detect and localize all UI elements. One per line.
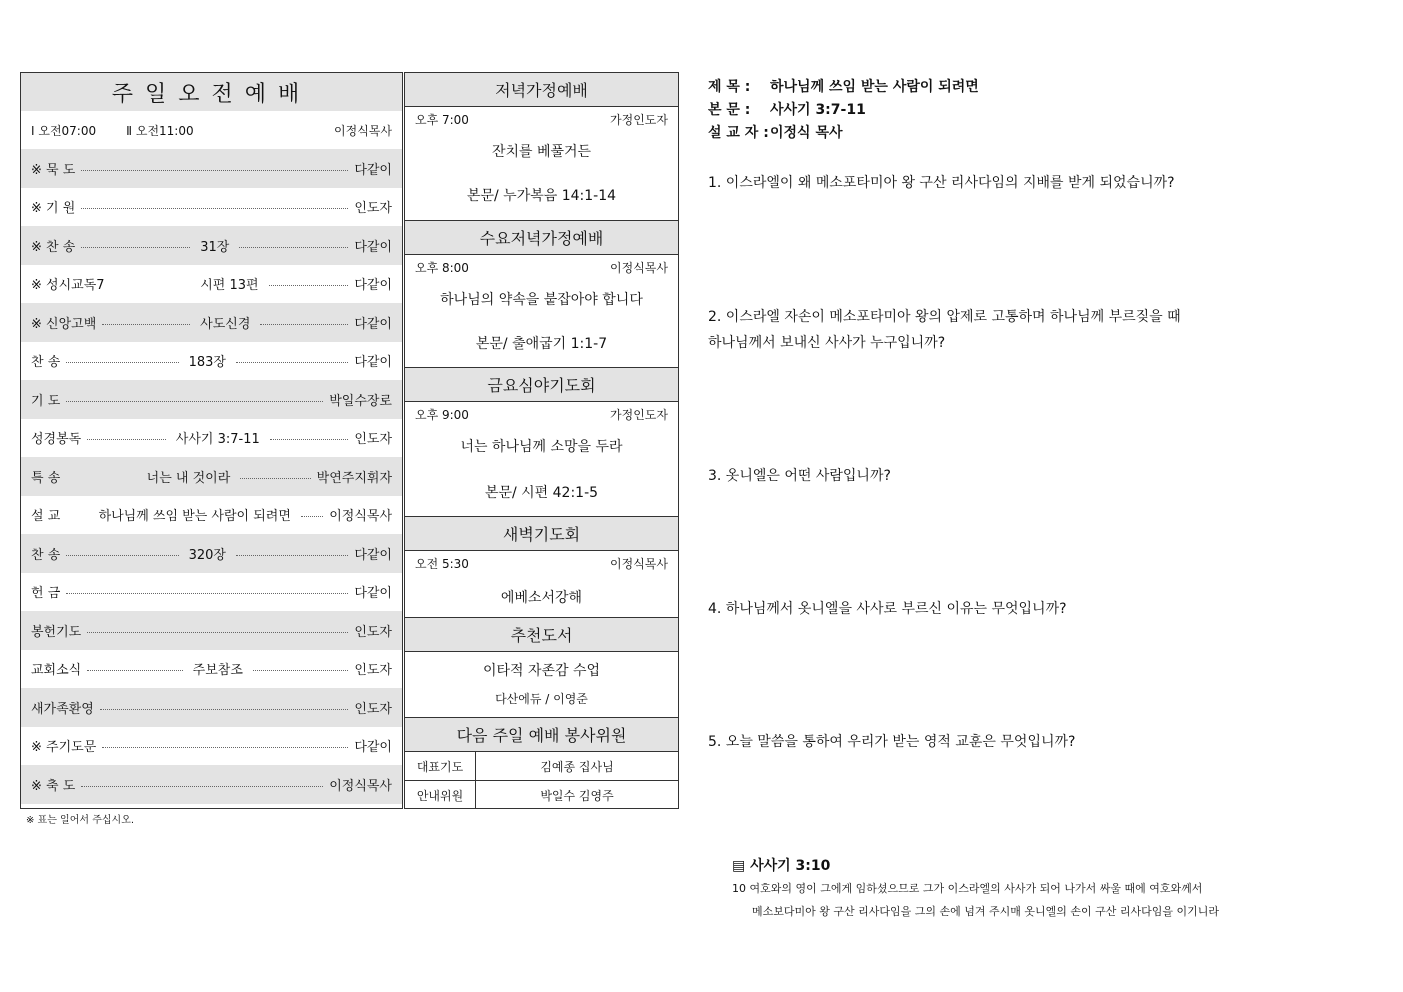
section-title: 저녁가정예배 [405, 73, 678, 107]
sermon-text-key: 본 문 : [708, 102, 751, 118]
order-performer: 이정식목사 [329, 509, 393, 525]
order-label: 찬 송 [31, 355, 61, 371]
book-author: 다산에듀 / 이영준 [495, 692, 588, 706]
leader-dots [81, 247, 190, 248]
service-order-item [21, 226, 402, 265]
order-performer: 다같이 [354, 740, 392, 756]
order-detail: 너는 내 것이라 [146, 470, 231, 486]
sermon-title-key: 제 목 : [708, 79, 751, 95]
order-label: 설 교 [31, 509, 61, 525]
leader-dots [66, 362, 178, 363]
leader-dots [100, 709, 349, 710]
order-label: ※ 주기도문 [31, 740, 97, 756]
service-order-item [21, 188, 402, 227]
section-leader: 이정식목사 [610, 557, 668, 571]
order-label: ※ 신앙고백 [31, 316, 97, 332]
question-5: 5. 오늘 말씀을 통하여 우리가 받는 영적 교훈은 무엇입니까? [708, 734, 1076, 750]
service-order-item [21, 650, 402, 689]
section-theme: 잔치를 베풀거든 [491, 144, 592, 160]
next-week-staff [405, 717, 678, 809]
order-detail: 320장 [188, 547, 226, 563]
wednesday-worship [405, 220, 678, 367]
friday-prayer-meeting [405, 367, 678, 516]
leader-dots [240, 478, 310, 479]
weekly-services-panel [404, 72, 679, 809]
service-order-item [21, 611, 402, 650]
service-order-item [21, 688, 402, 727]
section-time: 오후 8:00 [415, 261, 469, 275]
leader-dots [66, 555, 178, 556]
leader-dots [102, 324, 190, 325]
section-theme: 너는 하나님께 소망을 두라 [460, 439, 623, 455]
order-detail: 주보참조 [192, 663, 243, 679]
order-detail: 사사기 3:7-11 [175, 432, 260, 448]
leader-dots [260, 324, 348, 325]
second-service-time: Ⅱ 오전11:00 [126, 123, 194, 138]
order-performer: 다같이 [354, 316, 392, 332]
section-time: 오후 7:00 [415, 113, 469, 127]
leader-dots [102, 747, 348, 748]
staff-names: 박일수 김영주 [540, 788, 614, 803]
section-text: 본문/ 시편 42:1-5 [484, 485, 599, 501]
staff-names: 김예종 집사님 [540, 759, 614, 774]
service-order-item [21, 303, 402, 342]
first-service-time: Ⅰ 오전07:00 [31, 123, 97, 138]
order-performer: 박일수장로 [329, 393, 392, 409]
order-performer: 다같이 [354, 355, 392, 371]
order-performer: 인도자 [354, 432, 393, 448]
order-label: ※ 기 원 [31, 201, 76, 217]
order-detail: 사도신경 [200, 316, 251, 332]
leader-dots [81, 170, 348, 171]
order-label: ※ 축 도 [31, 778, 76, 794]
order-performer: 다같이 [354, 162, 392, 178]
service-order-item [21, 573, 402, 612]
section-leader: 가정인도자 [610, 113, 668, 127]
order-label: 성경봉독 [31, 432, 82, 448]
order-label: 헌 금 [31, 586, 61, 602]
section-leader: 가정인도자 [610, 408, 668, 422]
leader-dots [236, 555, 348, 556]
order-label: 찬 송 [31, 547, 61, 563]
order-detail: 31장 [200, 239, 230, 255]
order-label: ※ 찬 송 [31, 239, 76, 255]
section-time: 오후 9:00 [415, 408, 469, 422]
memory-verse [732, 855, 1332, 923]
staff-row [405, 780, 678, 809]
service-order-item [21, 149, 402, 188]
service-order-list [21, 149, 402, 804]
service-order-item [21, 727, 402, 766]
order-detail: 시편 13편 [200, 278, 259, 294]
staff-role: 안내위원 [405, 781, 476, 809]
question-2-cont: 하나님께서 보내신 사사가 누구입니까? [708, 335, 946, 351]
order-label: ※ 성시교독7 [31, 278, 105, 294]
question-4: 4. 하나님께서 옷니엘을 사사로 부르신 이유는 무엇입니까? [708, 601, 1067, 617]
sunday-service-title: 주일오전예배 [21, 73, 402, 111]
leader-dots [87, 632, 348, 633]
leader-dots [81, 208, 348, 209]
order-label: 봉헌기도 [31, 624, 82, 640]
leader-dots [81, 786, 323, 787]
leader-dots [236, 362, 348, 363]
book-title: 이타적 자존감 수업 [482, 663, 601, 679]
service-order-item [21, 765, 402, 804]
sermon-preacher-key: 설 교 자 : [708, 125, 769, 141]
leader-dots [301, 516, 323, 517]
sunday-service-panel [20, 72, 403, 809]
question-1: 1. 이스라엘이 왜 메소포타미아 왕 구산 리사다임의 지배를 받게 되었습니까? [708, 175, 1175, 191]
order-label: 새가족환영 [31, 701, 94, 717]
section-theme: 하나님의 약속을 붙잡아야 합니다 [440, 292, 643, 308]
order-detail: 183장 [188, 355, 226, 371]
order-label: 기 도 [31, 393, 61, 409]
leader-dots [253, 670, 348, 671]
staff-role: 대표기도 [405, 752, 476, 780]
order-performer: 박연주지휘자 [316, 470, 393, 486]
order-performer: 인도자 [354, 201, 392, 217]
order-performer: 인도자 [354, 624, 392, 640]
service-order-item [21, 496, 402, 535]
order-performer: 인도자 [354, 701, 392, 717]
service-order-item [21, 457, 402, 496]
order-label: 교회소식 [31, 663, 82, 679]
service-order-item [21, 419, 402, 458]
evening-family-worship [405, 73, 678, 220]
section-theme: 에베소서강해 [500, 590, 583, 606]
leader-dots [87, 439, 166, 440]
service-order-item [21, 265, 402, 304]
leader-dots [239, 247, 348, 248]
leader-dots [87, 670, 182, 671]
section-text: 본문/ 누가복음 14:1-14 [466, 188, 617, 204]
service-pastor: 이정식목사 [334, 123, 392, 138]
verse-line-1: 10 여호와의 영이 그에게 임하셨으므로 그가 이스라엘의 사사가 되어 나가서 싸울 때에 여호와께서 [732, 882, 1203, 895]
section-title: 새벽기도회 [405, 516, 678, 551]
order-performer: 인도자 [354, 663, 392, 679]
sermon-text: 사사기 3:7-11 [770, 102, 866, 118]
sermon-title: 하나님께 쓰임 받는 사람이 되려면 [770, 79, 979, 95]
service-times [21, 111, 402, 149]
service-order-item [21, 534, 402, 573]
leader-dots [269, 285, 349, 286]
staff-title: 다음 주일 예배 봉사위원 [405, 717, 678, 752]
recommended-book [405, 617, 678, 717]
question-3: 3. 옷니엘은 어떤 사람입니까? [708, 468, 891, 484]
order-performer: 다같이 [354, 278, 393, 294]
order-detail: 하나님께 쓰임 받는 사람이 되려면 [98, 509, 291, 525]
leader-dots [66, 401, 323, 402]
sermon-preacher-line [708, 122, 1308, 145]
leader-dots [66, 593, 348, 594]
section-title: 수요저녁가정예배 [405, 220, 678, 255]
order-performer: 다같이 [354, 239, 393, 255]
leader-dots [270, 439, 349, 440]
service-order-item [21, 342, 402, 381]
order-performer: 이정식목사 [329, 778, 392, 794]
section-title: 금요심야기도회 [405, 367, 678, 402]
dawn-prayer-meeting [405, 516, 678, 617]
verse-reference: ▤ 사사기 3:10 [732, 858, 831, 874]
section-leader: 이정식목사 [610, 261, 668, 275]
order-performer: 다같이 [354, 547, 392, 563]
sermon-title-line [708, 76, 1308, 99]
verse-line-2: 메소보다미아 왕 구산 리사다임을 그의 손에 넘겨 주시매 옷니엘의 손이 구산 리사다임을 이기니라 [752, 905, 1219, 918]
standing-footnote: ※ 표는 일어서 주십시오. [26, 815, 135, 826]
sermon-text-line [708, 99, 1308, 122]
service-order-item [21, 380, 402, 419]
section-time: 오전 5:30 [415, 557, 469, 571]
sermon-preacher: 이정식 목사 [770, 125, 843, 141]
order-label: ※ 묵 도 [31, 162, 76, 178]
question-2: 2. 이스라엘 자손이 메소포타미아 왕의 압제로 고통하며 하나님께 부르짖을 때 [708, 309, 1181, 325]
staff-row [405, 752, 678, 780]
sermon-notes [708, 76, 1308, 750]
book-section-title: 추천도서 [405, 617, 678, 652]
section-text: 본문/ 출애굽기 1:1-7 [475, 336, 608, 352]
order-label: 특 송 [31, 470, 61, 486]
order-performer: 다같이 [354, 586, 392, 602]
